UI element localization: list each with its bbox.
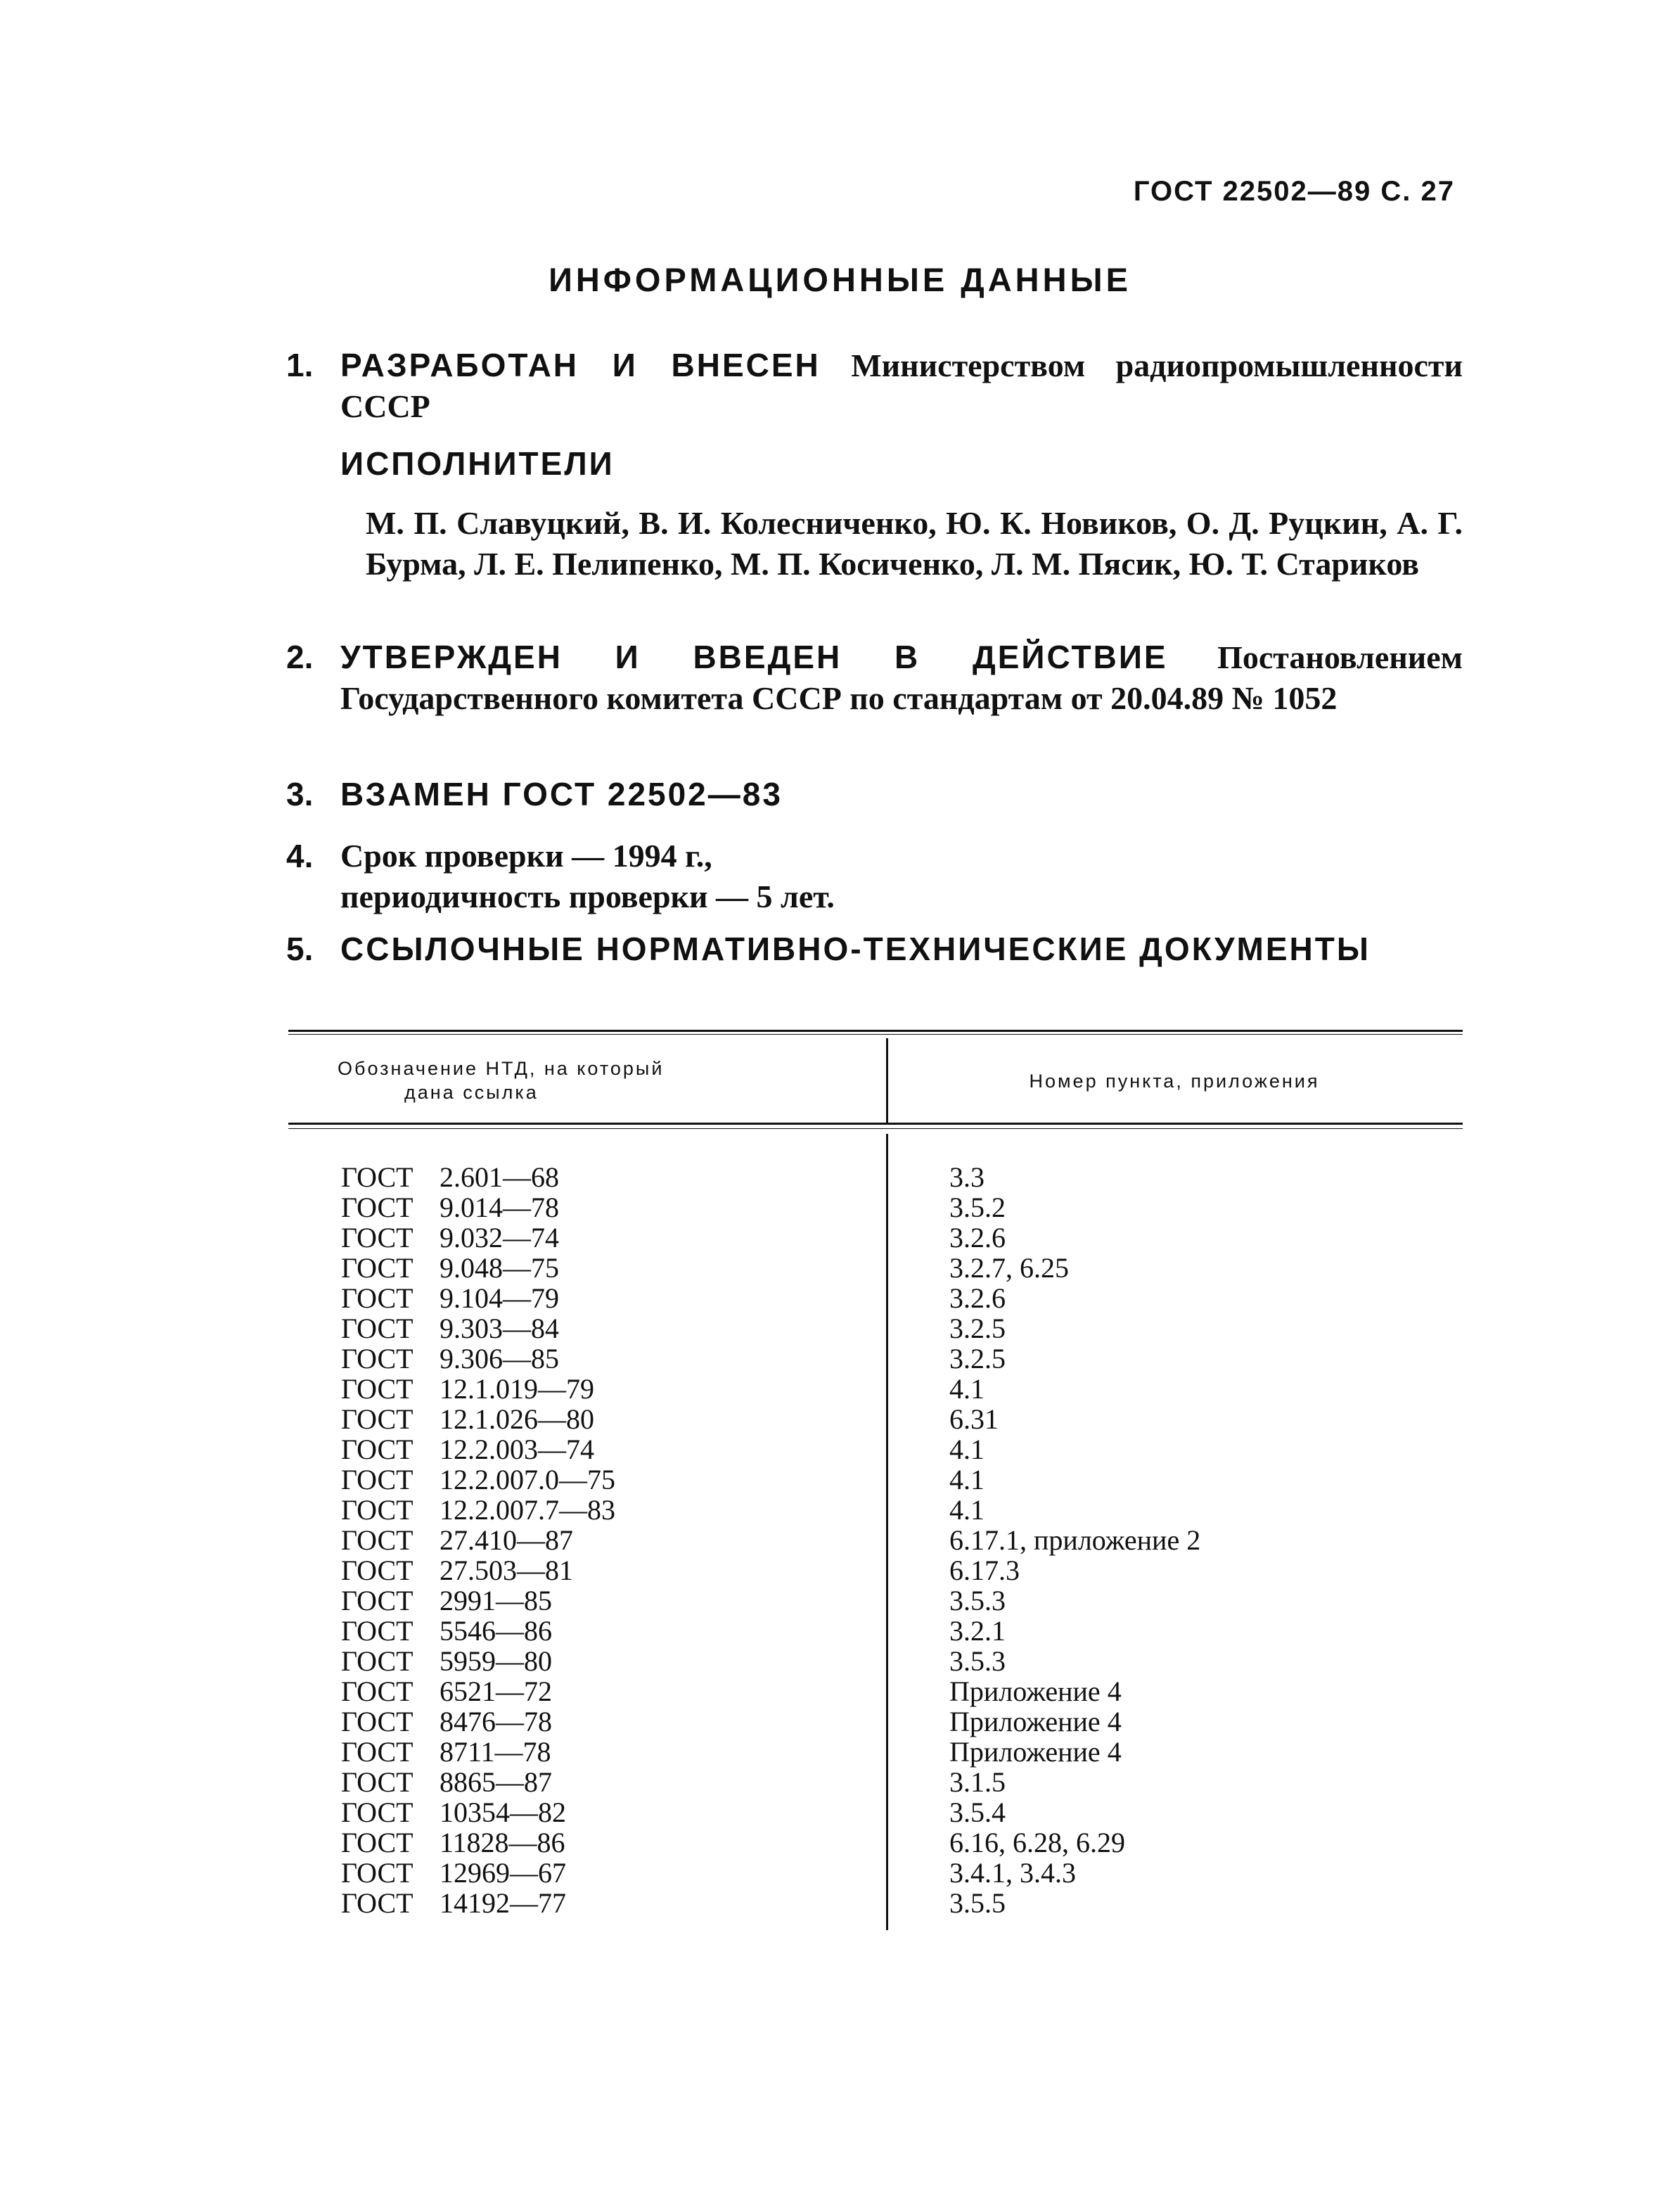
standard-number: 11828—86 [440, 1827, 565, 1858]
table-row [288, 1827, 1463, 1858]
table-row [288, 1464, 1463, 1495]
table-row [288, 1646, 1463, 1676]
standard-number: 12.1.026—80 [440, 1403, 594, 1435]
standard-number: 8711—78 [440, 1736, 551, 1768]
document-designation [288, 1706, 904, 1737]
standard-prefix: ГОСТ [341, 1222, 413, 1253]
standard-prefix: ГОСТ [341, 1585, 413, 1616]
standard-number: 9.303—84 [440, 1313, 559, 1344]
clause-reference: 3.3 [949, 1161, 985, 1193]
document-designation [288, 1616, 904, 1646]
table-row [288, 1616, 1463, 1646]
clause-reference: 3.2.5 [949, 1313, 1006, 1344]
standard-number: 12.1.019—79 [440, 1373, 594, 1405]
section-number: 2. [286, 639, 314, 675]
clause-reference: 4.1 [949, 1494, 985, 1526]
document-designation [288, 1223, 904, 1253]
clause-reference: 3.2.5 [949, 1343, 1006, 1374]
standard-prefix: ГОСТ [341, 1464, 413, 1495]
document-designation [288, 1737, 904, 1767]
table-header-rule [288, 1123, 1463, 1125]
standard-prefix: ГОСТ [341, 1706, 413, 1737]
standard-number: 2991—85 [440, 1585, 552, 1616]
standard-prefix: ГОСТ [341, 1403, 413, 1435]
table-row [288, 1767, 1463, 1797]
document-designation [288, 1888, 904, 1918]
clause-reference: 3.5.3 [949, 1645, 1006, 1677]
standard-number: 12969—67 [440, 1857, 566, 1889]
standard-prefix: ГОСТ [341, 1434, 413, 1465]
standard-prefix: ГОСТ [341, 1615, 413, 1647]
clause-reference: 6.17.3 [949, 1555, 1020, 1586]
review-term: Срок проверки — 1994 г., [340, 838, 712, 874]
table-row [288, 1192, 1463, 1223]
document-designation [288, 1404, 904, 1434]
standard-prefix: ГОСТ [341, 1282, 413, 1314]
standard-prefix: ГОСТ [341, 1766, 413, 1798]
standard-prefix: ГОСТ [341, 1796, 413, 1828]
standard-number: 27.503—81 [440, 1555, 573, 1586]
section-2 [288, 637, 1463, 719]
standard-prefix: ГОСТ [341, 1343, 413, 1374]
standard-number: 5546—86 [440, 1615, 552, 1647]
standard-number: 9.032—74 [440, 1222, 559, 1253]
standard-number: 9.048—75 [440, 1252, 559, 1284]
table-row [288, 1585, 1463, 1616]
document-designation [288, 1585, 904, 1616]
standard-number: 9.306—85 [440, 1343, 559, 1374]
section-heading: ВЗАМЕН ГОСТ 22502—83 [340, 776, 783, 812]
clause-reference: 4.1 [949, 1373, 985, 1405]
document-designation [288, 1343, 904, 1374]
document-designation [288, 1192, 904, 1223]
table-row [288, 1343, 1463, 1374]
executors-block [288, 443, 1463, 485]
column-header-document-line2: дана ссылка [404, 1082, 539, 1103]
clause-reference: 4.1 [949, 1434, 985, 1465]
table-row [288, 1525, 1463, 1555]
section-3 [288, 774, 1463, 815]
clause-reference: 4.1 [949, 1464, 985, 1495]
standard-number: 10354—82 [440, 1796, 566, 1828]
standard-number: 9.104—79 [440, 1282, 559, 1314]
table-row [288, 1283, 1463, 1313]
document-designation [288, 1858, 904, 1888]
standard-number: 12.2.007.0—75 [440, 1464, 615, 1495]
table-row [288, 1162, 1463, 1192]
standard-prefix: ГОСТ [341, 1252, 413, 1284]
clause-reference: Приложение 4 [949, 1736, 1122, 1768]
table-row [288, 1797, 1463, 1827]
standard-prefix: ГОСТ [341, 1373, 413, 1405]
table-row [288, 1374, 1463, 1404]
column-header-document-line1: Обозначение НТД, на который [338, 1058, 665, 1079]
standard-prefix: ГОСТ [341, 1887, 413, 1919]
clause-reference: 6.31 [949, 1403, 999, 1435]
table-row [288, 1676, 1463, 1706]
clause-reference: 3.5.2 [949, 1192, 1006, 1223]
table-row [288, 1223, 1463, 1253]
document-designation [288, 1797, 904, 1827]
standard-prefix: ГОСТ [341, 1524, 413, 1556]
clause-reference: Приложение 4 [949, 1675, 1122, 1707]
standard-prefix: ГОСТ [341, 1736, 413, 1768]
clause-reference: 6.16, 6.28, 6.29 [949, 1827, 1125, 1858]
clause-reference: 3.4.1, 3.4.3 [949, 1857, 1076, 1889]
page-header-reference: ГОСТ 22502—89 С. 27 [1133, 176, 1455, 207]
clause-reference: 6.17.1, приложение 2 [949, 1524, 1201, 1556]
standard-number: 2.601—68 [440, 1161, 559, 1193]
standard-prefix: ГОСТ [341, 1313, 413, 1344]
table-top-rule [288, 1030, 1463, 1032]
clause-reference: 3.1.5 [949, 1766, 1006, 1798]
section-text: Постановлением Государственного комитета СССР по стандартам от 20.04.89 № 1052 [340, 639, 1463, 716]
section-1 [288, 345, 1463, 427]
column-header-reference: Номер пункта, приложения [1029, 1071, 1320, 1092]
section-number: 1. [286, 347, 314, 383]
table-row [288, 1888, 1463, 1918]
page-title: ИНФОРМАЦИОННЫЕ ДАННЫЕ [549, 261, 1131, 298]
review-period: периодичность проверки — 5 лет. [340, 879, 835, 914]
section-heading: ССЫЛОЧНЫЕ НОРМАТИВНО-ТЕХНИЧЕСКИЕ ДОКУМЕНТЫ [340, 931, 1371, 967]
table-row [288, 1858, 1463, 1888]
section-4 [288, 836, 1463, 917]
standard-number: 8865—87 [440, 1766, 552, 1798]
table-row [288, 1313, 1463, 1343]
document-designation [288, 1676, 904, 1706]
document-designation [288, 1525, 904, 1555]
standard-prefix: ГОСТ [341, 1555, 413, 1586]
table-row [288, 1737, 1463, 1767]
document-designation [288, 1827, 904, 1858]
section-number: 4. [286, 838, 314, 874]
document-designation [288, 1555, 904, 1585]
standard-number: 12.2.003—74 [440, 1434, 594, 1465]
clause-reference: 3.2.1 [949, 1615, 1006, 1647]
clause-reference: Приложение 4 [949, 1706, 1122, 1737]
executors-names: М. П. Славуцкий, В. И. Колесниченко, Ю. К. Новиков, О. Д. Руцкин, А. Г. Бурма, Л. Е. Пелипенко, М. П. Косиченко, Л. М. Пясик, Ю. Т. Стариков [366, 505, 1463, 582]
document-designation [288, 1374, 904, 1404]
standard-prefix: ГОСТ [341, 1675, 413, 1707]
standard-number: 12.2.007.7—83 [440, 1494, 615, 1526]
executors-heading: ИСПОЛНИТЕЛИ [340, 445, 615, 482]
table-row [288, 1253, 1463, 1283]
table-header [288, 1041, 1463, 1125]
section-number: 3. [286, 776, 314, 812]
clause-reference: 3.2.7, 6.25 [949, 1252, 1069, 1284]
document-designation [288, 1253, 904, 1283]
standard-prefix: ГОСТ [341, 1192, 413, 1223]
standard-number: 27.410—87 [440, 1524, 573, 1556]
table-row [288, 1495, 1463, 1525]
table-body [288, 1162, 1463, 1918]
table-row [288, 1706, 1463, 1737]
clause-reference: 3.2.6 [949, 1282, 1006, 1314]
standard-prefix: ГОСТ [341, 1161, 413, 1193]
document-designation [288, 1313, 904, 1343]
section-number: 5. [286, 931, 314, 967]
standard-number: 6521—72 [440, 1675, 552, 1707]
standard-number: 8476—78 [440, 1706, 552, 1737]
clause-reference: 3.2.6 [949, 1222, 1006, 1253]
standard-prefix: ГОСТ [341, 1827, 413, 1858]
section-text: Министерством радиопромышленности СССР [340, 347, 1463, 424]
document-designation [288, 1434, 904, 1464]
standard-number: 14192—77 [440, 1887, 566, 1919]
table-top-rule-thin [288, 1034, 1463, 1035]
clause-reference: 3.5.5 [949, 1887, 1006, 1919]
column-divider-header [886, 1038, 888, 1123]
table-row [288, 1404, 1463, 1434]
document-designation [288, 1464, 904, 1495]
document-designation [288, 1646, 904, 1676]
document-designation [288, 1283, 904, 1313]
section-heading: РАЗРАБОТАН И ВНЕСЕН [340, 347, 821, 383]
table-row [288, 1434, 1463, 1464]
standard-prefix: ГОСТ [341, 1494, 413, 1526]
standard-prefix: ГОСТ [341, 1857, 413, 1889]
table-header-rule-thin [288, 1128, 1463, 1129]
standard-number: 5959—80 [440, 1645, 552, 1677]
document-designation [288, 1162, 904, 1192]
section-5 [288, 928, 1463, 970]
section-heading: УТВЕРЖДЕН И ВВЕДЕН В ДЕЙСТВИЕ [340, 639, 1168, 675]
table-row [288, 1555, 1463, 1585]
standard-prefix: ГОСТ [341, 1645, 413, 1677]
document-designation [288, 1767, 904, 1797]
standard-number: 9.014—78 [440, 1192, 559, 1223]
clause-reference: 3.5.3 [949, 1585, 1006, 1616]
document-designation [288, 1495, 904, 1525]
clause-reference: 3.5.4 [949, 1796, 1006, 1828]
